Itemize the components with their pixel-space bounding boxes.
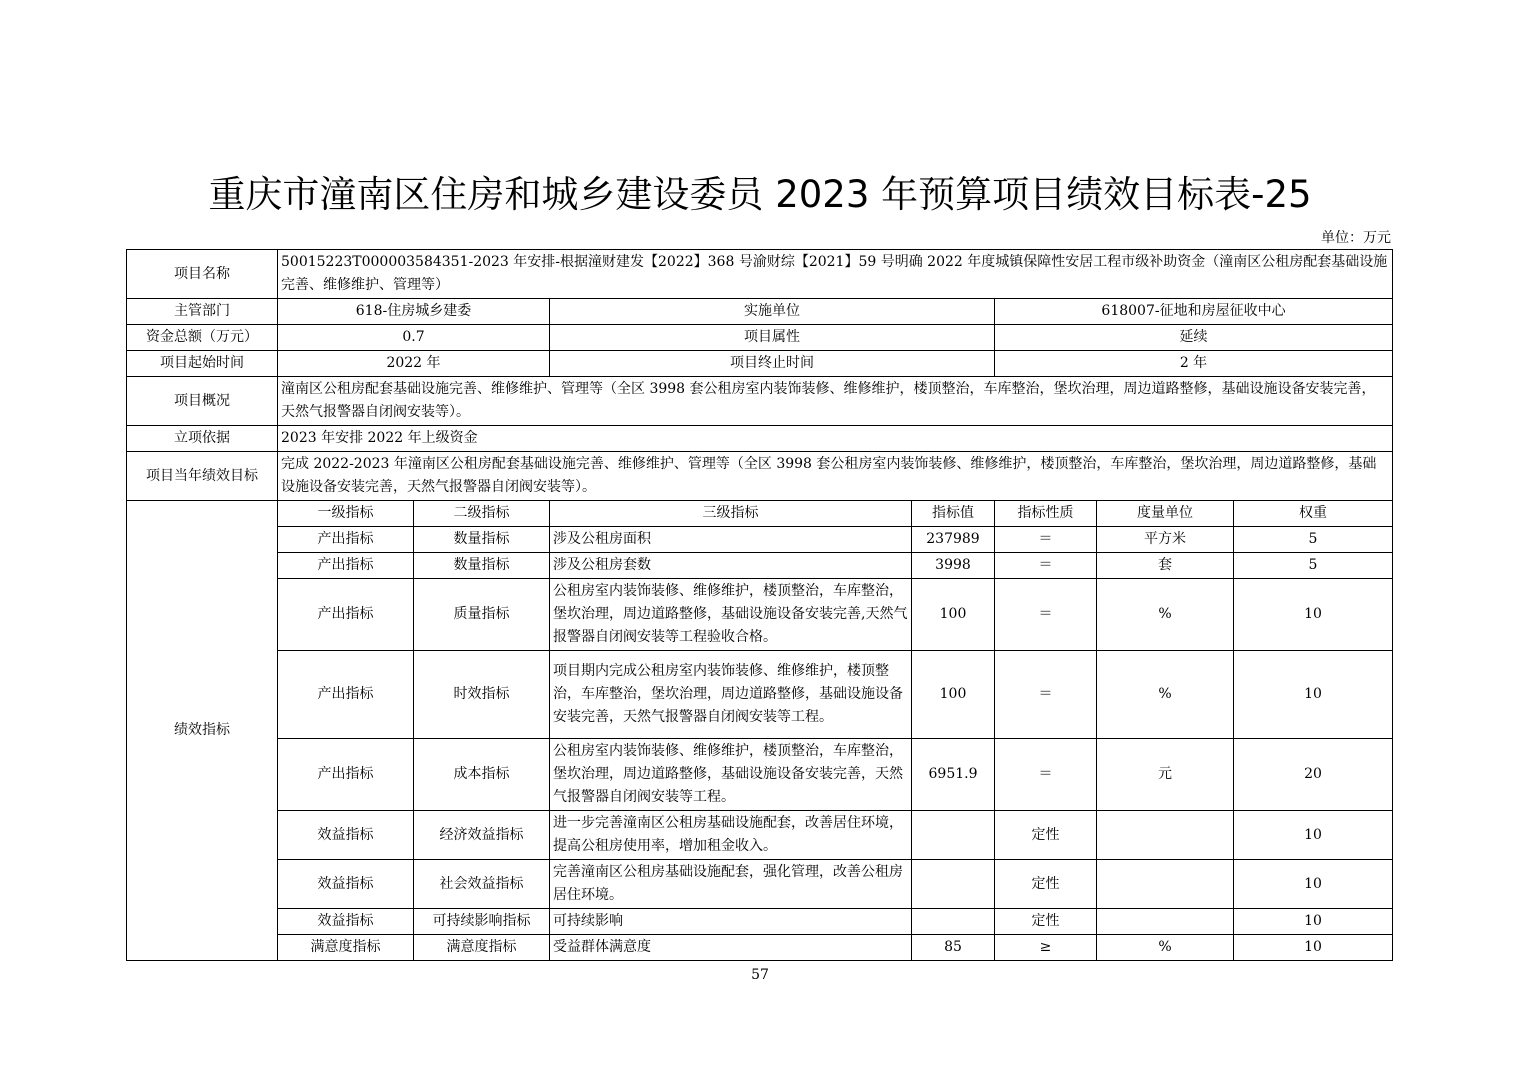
table-row [127, 651, 1393, 739]
indicator-weight: 10 [1234, 935, 1393, 961]
indicator-nature: 定性 [995, 909, 1097, 935]
indicator-nature: ＝ [995, 553, 1097, 579]
page-title: 重庆市潼南区住房和城乡建设委员 2023 年预算项目绩效目标表-25 [208, 173, 1312, 216]
header-level2: 二级指标 [414, 501, 550, 527]
header-weight: 权重 [1234, 501, 1393, 527]
header-unit: 度量单位 [1097, 501, 1234, 527]
indicator-level3: 完善潼南区公租房基础设施配套，强化管理，改善公租房居住环境。 [550, 860, 912, 909]
indicator-nature: ＝ [995, 739, 1097, 811]
indicator-level2: 质量指标 [414, 579, 550, 651]
indicator-level2: 数量指标 [414, 553, 550, 579]
indicator-value [912, 909, 995, 935]
basis-value: 2023 年安排 2022 年上级资金 [278, 426, 1393, 452]
indicator-unit [1097, 860, 1234, 909]
indicator-weight: 10 [1234, 811, 1393, 860]
dept-label: 主管部门 [127, 299, 278, 325]
indicator-level1: 满意度指标 [278, 935, 414, 961]
header-value: 指标值 [912, 501, 995, 527]
indicator-level3: 公租房室内装饰装修、维修维护，楼顶整治，车库整治，堡坎治理，周边道路整修，基础设施设备安装完善,天然气报警器自闭阀安装等工程验收合格。 [550, 579, 912, 651]
row-dept [127, 299, 1393, 325]
indicator-level3: 公租房室内装饰装修、维修维护，楼顶整治，车库整治，堡坎治理，周边道路整修，基础设施设备安装完善，天然气报警器自闭阀安装等工程。 [550, 739, 912, 811]
indicator-level1: 产出指标 [278, 527, 414, 553]
indicator-level3: 涉及公租房面积 [550, 527, 912, 553]
indicator-level2: 时效指标 [414, 651, 550, 739]
indicator-header-row [127, 501, 1393, 527]
indicator-nature: 定性 [995, 860, 1097, 909]
performance-table [126, 249, 1393, 961]
indicator-value: 85 [912, 935, 995, 961]
indicator-level3: 受益群体满意度 [550, 935, 912, 961]
table-row [127, 739, 1393, 811]
indicator-weight: 10 [1234, 579, 1393, 651]
indicator-unit: % [1097, 579, 1234, 651]
indicator-level1: 产出指标 [278, 579, 414, 651]
indicator-unit: % [1097, 651, 1234, 739]
attr-label: 项目属性 [550, 325, 995, 351]
indicator-value [912, 860, 995, 909]
indicator-weight: 10 [1234, 909, 1393, 935]
row-basis [127, 426, 1393, 452]
indicator-value: 3998 [912, 553, 995, 579]
table-row [127, 909, 1393, 935]
indicator-level1: 产出指标 [278, 739, 414, 811]
indicator-level1: 产出指标 [278, 553, 414, 579]
indicator-level1: 效益指标 [278, 860, 414, 909]
indicator-weight: 10 [1234, 651, 1393, 739]
basis-label: 立项依据 [127, 426, 278, 452]
page-number: 57 [751, 967, 769, 983]
table-row [127, 811, 1393, 860]
end-value: 2 年 [995, 351, 1393, 377]
impl-label: 实施单位 [550, 299, 995, 325]
indicator-weight: 10 [1234, 860, 1393, 909]
indicator-level3: 涉及公租房套数 [550, 553, 912, 579]
indicator-value: 237989 [912, 527, 995, 553]
table-row [127, 935, 1393, 961]
indicator-section-label: 绩效指标 [127, 501, 278, 961]
indicator-level1: 效益指标 [278, 909, 414, 935]
indicator-level1: 产出指标 [278, 651, 414, 739]
indicator-unit: 平方米 [1097, 527, 1234, 553]
row-funds [127, 325, 1393, 351]
indicator-level3: 进一步完善潼南区公租房基础设施配套，改善居住环境，提高公租房使用率，增加租金收入。 [550, 811, 912, 860]
indicator-level1: 效益指标 [278, 811, 414, 860]
indicator-level2: 满意度指标 [414, 935, 550, 961]
funds-value: 0.7 [278, 325, 550, 351]
indicator-level2: 成本指标 [414, 739, 550, 811]
table-row [127, 527, 1393, 553]
indicator-value: 6951.9 [912, 739, 995, 811]
indicator-level2: 数量指标 [414, 527, 550, 553]
impl-value: 618007-征地和房屋征收中心 [995, 299, 1393, 325]
indicator-value [912, 811, 995, 860]
indicator-nature: ＝ [995, 579, 1097, 651]
header-nature: 指标性质 [995, 501, 1097, 527]
indicator-unit: 元 [1097, 739, 1234, 811]
table-row [127, 553, 1393, 579]
header-level1: 一级指标 [278, 501, 414, 527]
funds-label: 资金总额（万元） [127, 325, 278, 351]
project-name-label: 项目名称 [127, 250, 278, 299]
indicator-nature: ＝ [995, 527, 1097, 553]
indicator-value: 100 [912, 651, 995, 739]
indicator-level2: 社会效益指标 [414, 860, 550, 909]
indicator-unit [1097, 909, 1234, 935]
indicator-nature: ＝ [995, 651, 1097, 739]
indicator-weight: 20 [1234, 739, 1393, 811]
row-overview [127, 377, 1393, 426]
goal-value: 完成 2022-2023 年潼南区公租房配套基础设施完善、维修维护、管理等（全区 3998 套公租房室内装饰装修、维修维护，楼顶整治，车库整治，堡坎治理，周边道路整修，基础设施设备安装完善，天然气报警器自闭阀安装等）。 [278, 452, 1393, 501]
table-row [127, 579, 1393, 651]
goal-label: 项目当年绩效目标 [127, 452, 278, 501]
indicator-unit [1097, 811, 1234, 860]
indicator-nature: ≥ [995, 935, 1097, 961]
start-label: 项目起始时间 [127, 351, 278, 377]
table-row [127, 860, 1393, 909]
start-value: 2022 年 [278, 351, 550, 377]
row-project-name [127, 250, 1393, 299]
indicator-level2: 经济效益指标 [414, 811, 550, 860]
indicator-value: 100 [912, 579, 995, 651]
overview-value: 潼南区公租房配套基础设施完善、维修维护、管理等（全区 3998 套公租房室内装饰装修、维修维护，楼顶整治，车库整治，堡坎治理，周边道路整修，基础设施设备安装完善，天然气报警器自闭阀安装等）。 [278, 377, 1393, 426]
indicator-level3: 可持续影响 [550, 909, 912, 935]
indicator-weight: 5 [1234, 553, 1393, 579]
overview-label: 项目概况 [127, 377, 278, 426]
dept-value: 618-住房城乡建委 [278, 299, 550, 325]
indicator-level3: 项目期内完成公租房室内装饰装修、维修维护，楼顶整治，车库整治，堡坎治理，周边道路整修，基础设施设备安装完善，天然气报警器自闭阀安装等工程。 [550, 651, 912, 739]
indicator-nature: 定性 [995, 811, 1097, 860]
header-level3: 三级指标 [550, 501, 912, 527]
indicator-weight: 5 [1234, 527, 1393, 553]
row-dates [127, 351, 1393, 377]
attr-value: 延续 [995, 325, 1393, 351]
project-name-value: 50015223T000003584351-2023 年安排-根据潼财建发【2022】368 号渝财综【2021】59 号明确 2022 年度城镇保障性安居工程市级补助资金（潼南区公租房配套基础设施完善、维修维护、管理等） [278, 250, 1393, 299]
indicator-unit: % [1097, 935, 1234, 961]
indicator-level2: 可持续影响指标 [414, 909, 550, 935]
end-label: 项目终止时间 [550, 351, 995, 377]
unit-label: 单位：万元 [1321, 230, 1391, 246]
row-goal [127, 452, 1393, 501]
indicator-unit: 套 [1097, 553, 1234, 579]
